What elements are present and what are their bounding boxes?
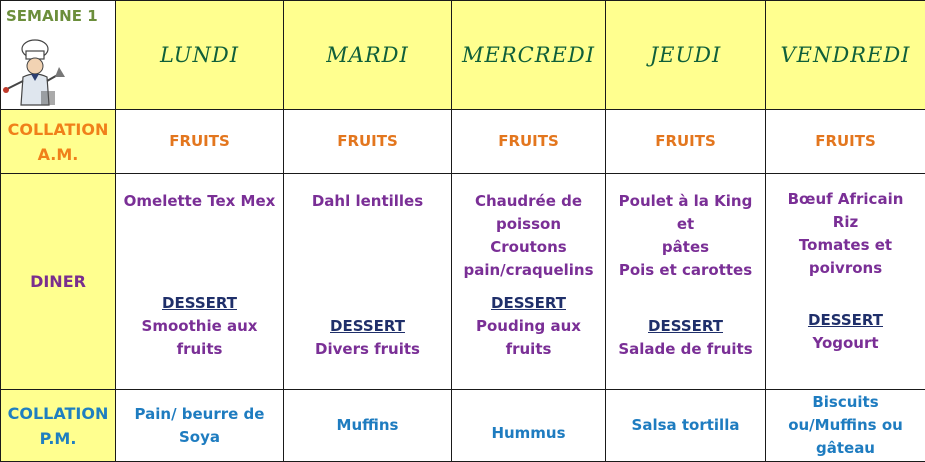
diner-cell-lundi xyxy=(116,174,284,390)
diner-cell-mercredi xyxy=(452,174,606,390)
pm-snack-line: Muffins xyxy=(288,414,447,437)
main-dish-line: pain/craquelins xyxy=(456,259,601,282)
dessert-heading: DESSERT xyxy=(770,309,921,332)
main-dish-line: Poulet à la King et xyxy=(610,190,761,236)
main-dish-line: Croutons xyxy=(456,236,601,259)
diner-cell-mardi xyxy=(284,174,452,390)
row-label-diner: DINER xyxy=(1,174,116,390)
dessert-block xyxy=(770,309,921,355)
pm-snack-vendredi xyxy=(766,390,925,462)
row-collation-pm xyxy=(1,390,925,462)
diner-cell-jeudi xyxy=(606,174,766,390)
pm-snack-line: Pain/ beurre de xyxy=(120,403,279,426)
dessert-heading: DESSERT xyxy=(120,292,279,315)
pm-snack-line: Salsa tortilla xyxy=(610,414,761,437)
dessert-item: Yogourt xyxy=(770,332,921,355)
am-snack-lundi: FRUITS xyxy=(116,110,284,174)
dessert-block xyxy=(610,315,761,361)
main-dish-line: Pois et carottes xyxy=(610,259,761,282)
main-dish xyxy=(456,190,601,282)
main-dish-line: Chaudrée de xyxy=(456,190,601,213)
dessert-heading: DESSERT xyxy=(456,292,601,315)
main-dish-line: Bœuf Africain xyxy=(770,188,921,211)
dessert-item: Smoothie aux fruits xyxy=(120,315,279,361)
am-snack-jeudi: FRUITS xyxy=(606,110,766,174)
main-dish-line: poisson xyxy=(456,213,601,236)
main-dish-line: Dahl lentilles xyxy=(288,190,447,213)
pm-snack-line: Soya xyxy=(120,426,279,449)
pm-snack-line: ou/Muffins ou xyxy=(770,414,921,437)
dessert-item: Salade de fruits xyxy=(610,338,761,361)
row-label-collation-am xyxy=(1,110,116,174)
row-label-line2: A.M. xyxy=(5,142,111,167)
dessert-block xyxy=(288,315,447,361)
pm-snack-jeudi xyxy=(606,390,766,462)
pm-snack-line: gâteau xyxy=(770,437,921,460)
row-diner xyxy=(1,174,925,390)
main-dish xyxy=(120,190,279,213)
week-label: SEMAINE 1 xyxy=(6,5,98,28)
main-dish xyxy=(610,190,761,282)
day-header-mardi: MARDI xyxy=(284,1,452,110)
am-snack-mercredi: FRUITS xyxy=(452,110,606,174)
day-header-jeudi: JEUDI xyxy=(606,1,766,110)
dessert-block xyxy=(456,292,601,361)
row-label-line1: COLLATION xyxy=(5,401,111,426)
dessert-item: Pouding aux fruits xyxy=(456,315,601,361)
row-collation-am xyxy=(1,110,925,174)
row-label-line2: P.M. xyxy=(5,426,111,451)
row-label-line1: COLLATION xyxy=(5,117,111,142)
main-dish-line: poivrons xyxy=(770,257,921,280)
dessert-block xyxy=(120,292,279,361)
dessert-item: Divers fruits xyxy=(288,338,447,361)
dessert-heading: DESSERT xyxy=(610,315,761,338)
am-snack-mardi: FRUITS xyxy=(284,110,452,174)
diner-cell-vendredi xyxy=(766,174,925,390)
day-header-mercredi: MERCREDI xyxy=(452,1,606,110)
main-dish-line: Omelette Tex Mex xyxy=(120,190,279,213)
day-header-vendredi: VENDREDI xyxy=(766,1,925,110)
chef-icon xyxy=(1,37,73,109)
main-dish xyxy=(288,190,447,213)
pm-snack-line: Biscuits xyxy=(770,391,921,414)
main-dish-line: Riz xyxy=(770,211,921,234)
day-header-lundi: LUNDI xyxy=(116,1,284,110)
pm-snack-mercredi xyxy=(452,390,606,462)
am-snack-vendredi: FRUITS xyxy=(766,110,925,174)
header-row xyxy=(1,1,925,110)
pm-snack-line: Hummus xyxy=(456,422,601,445)
main-dish-line: Tomates et xyxy=(770,234,921,257)
pm-snack-lundi xyxy=(116,390,284,462)
dessert-heading: DESSERT xyxy=(288,315,447,338)
main-dish xyxy=(770,188,921,280)
week-corner-cell xyxy=(1,1,116,110)
main-dish-line: pâtes xyxy=(610,236,761,259)
pm-snack-mardi xyxy=(284,390,452,462)
row-label-collation-pm xyxy=(1,390,116,462)
